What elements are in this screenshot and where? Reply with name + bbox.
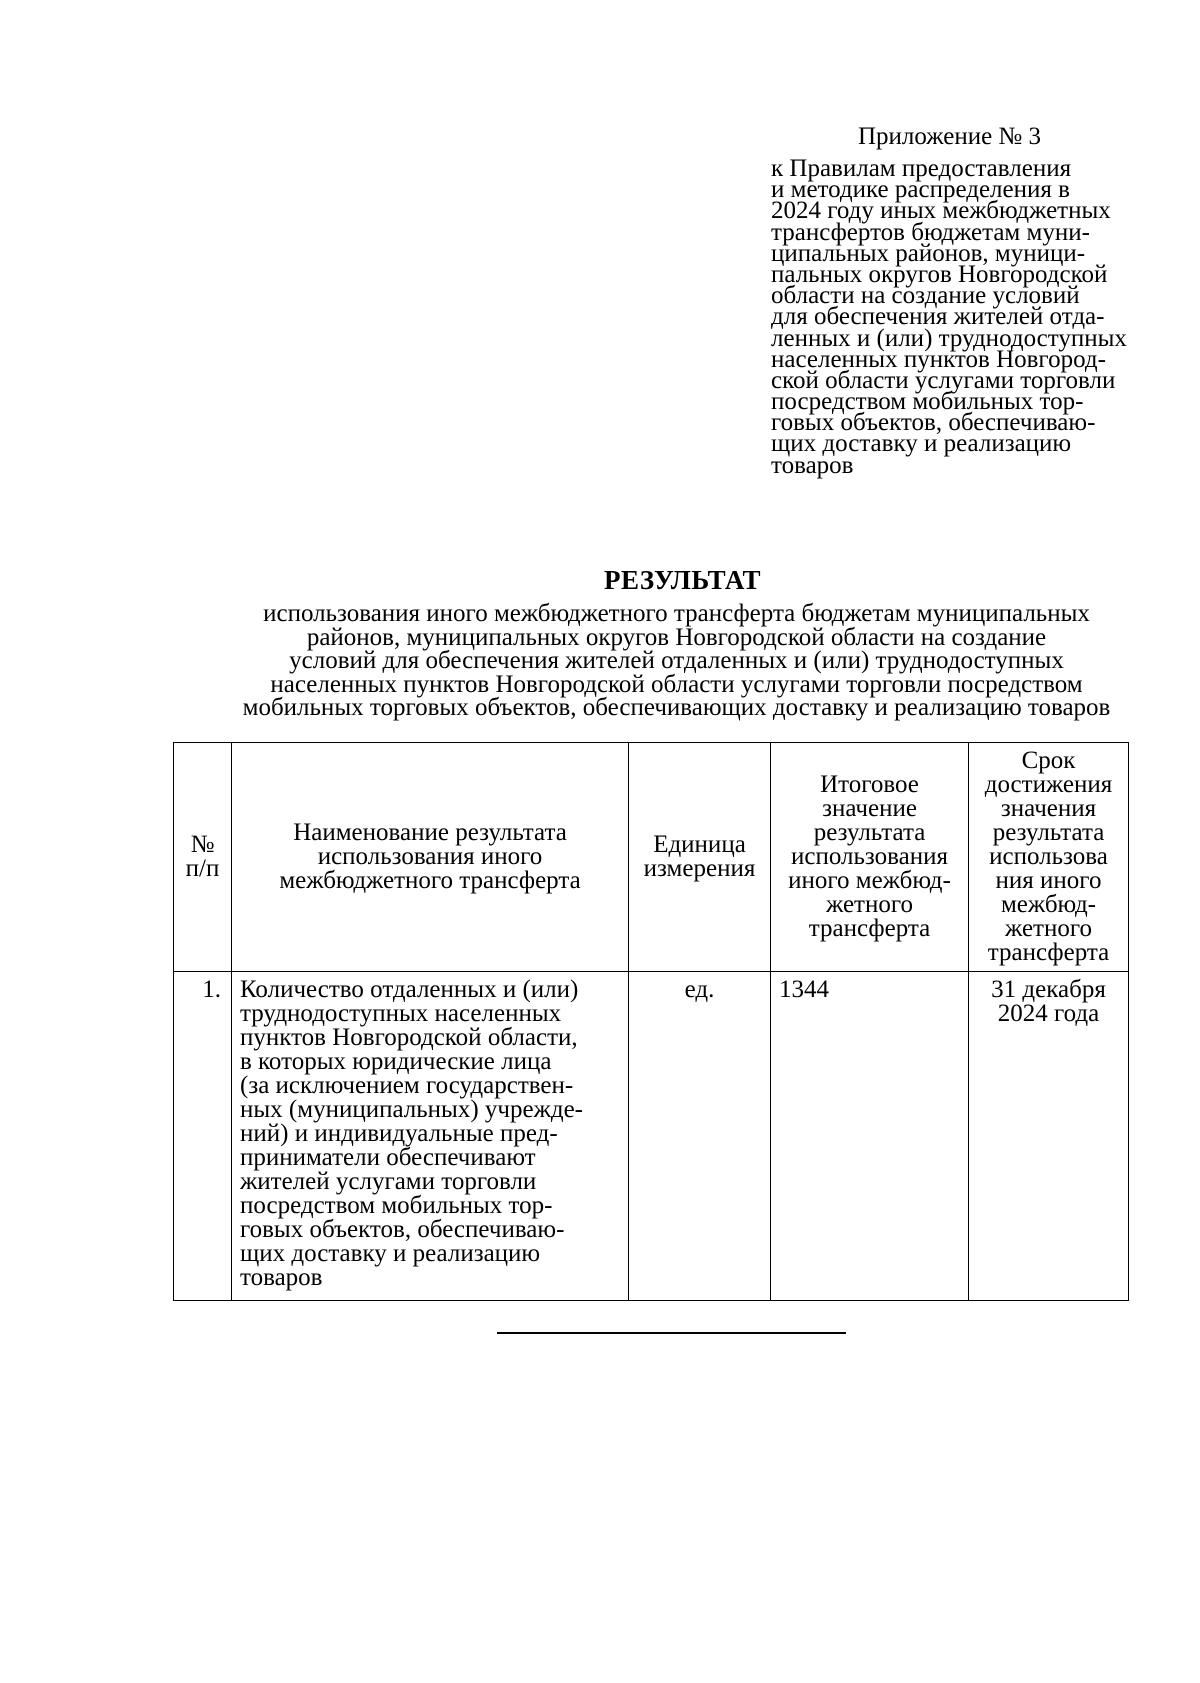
header-text: межбюд- (1000, 891, 1097, 918)
appendix-line: 2024 году иных межбюджетных (771, 197, 1111, 225)
row-name-line: ных (муниципальных) учрежде- (240, 1096, 583, 1123)
appendix-line: трансфертов бюджетам муни- (771, 218, 1090, 246)
header-text: иного межбюд- (788, 867, 951, 894)
row-name-line: (за исключением государствен- (240, 1072, 574, 1099)
header-text: результата (813, 819, 926, 846)
row-name-line: Количество отдаленных и (или) (240, 976, 579, 1003)
row-term-line: 31 декабря (991, 976, 1106, 1003)
row-name-line: в которых юридические лица (240, 1048, 552, 1075)
result-table (173, 742, 1129, 1301)
header-text: использования (791, 843, 948, 870)
header-text: Срок (1021, 747, 1076, 774)
header-term-cell (969, 743, 1129, 972)
appendix-line: и методике распределения в (771, 176, 1070, 204)
appendix-line: для обеспечения жителей отда- (771, 303, 1105, 331)
row-name-line: труднодоступных населенных (240, 1000, 562, 1027)
appendix-line: населенных пунктов Новгород- (771, 345, 1106, 373)
header-text: жетного (1005, 915, 1092, 942)
row-name-line: пунктов Новгородской области, (240, 1024, 578, 1051)
bottom-separator-line (497, 1332, 846, 1334)
row-term-line: 2024 года (997, 1000, 1100, 1027)
header-text: трансферта (808, 915, 931, 942)
row-num-cell (174, 972, 232, 1301)
appendix-line: говых объектов, обеспечиваю- (771, 409, 1096, 437)
appendix-line: пальных округов Новгородской (771, 260, 1108, 288)
header-value-cell (771, 743, 969, 972)
appendix-line: к Правилам предоставления (771, 155, 1072, 182)
header-name-cell (232, 743, 629, 972)
header-text: достижения (984, 771, 1113, 798)
row-unit-cell (629, 972, 771, 1301)
header-text: Наименование результата (293, 819, 567, 846)
appendix-line: посредством мобильных тор- (771, 388, 1084, 416)
subtitle-line: использования иного межбюджетного трансферта бюджетам муниципальных (263, 600, 1090, 627)
table-row (174, 972, 1129, 1301)
row-name-line: ний) и индивидуальные пред- (240, 1120, 558, 1147)
header-text: трансферта (987, 939, 1110, 966)
header-text: № (190, 831, 215, 858)
header-text: значения (1000, 795, 1097, 822)
appendix-line: щих доставку и реализацию (771, 430, 1072, 458)
row-term-cell (969, 972, 1129, 1301)
header-text: п/п (185, 855, 220, 882)
header-unit-cell (629, 743, 771, 972)
header-text: ния иного (995, 867, 1102, 894)
row-name-line: жителей услугами торговли (240, 1168, 537, 1195)
header-text: использова (989, 843, 1108, 870)
appendix-reference (771, 155, 1127, 479)
result-title: РЕЗУЛЬТАТ (604, 565, 761, 595)
header-text: результата (992, 819, 1105, 846)
row-value: 1344 (779, 976, 829, 1003)
row-name-line: приниматели обеспечивают (240, 1144, 536, 1171)
row-name-line: товаров (240, 1264, 323, 1291)
header-text: Единица (653, 831, 746, 858)
row-value-cell (771, 972, 969, 1301)
row-name-line: посредством мобильных тор- (240, 1192, 553, 1219)
header-text: межбюджетного трансферта (279, 867, 581, 894)
subtitle-line: населенных пунктов Новгородской области услугами торговли посредством (270, 670, 1083, 698)
result-subtitle (200, 602, 1153, 720)
row-name-cell (232, 972, 629, 1301)
header-text: значение (822, 795, 917, 822)
appendix-line: ской области услугами торговли (771, 366, 1116, 394)
header-text: использования иного (317, 843, 543, 870)
table-header-row (174, 743, 1129, 972)
subtitle-line: условий для обеспечения жителей отдаленных и (или) труднодоступных (289, 647, 1064, 675)
row-number: 1. (202, 976, 221, 1003)
header-text: Итоговое (820, 771, 919, 798)
header-text: измерения (643, 855, 756, 882)
row-name-line: говых объектов, обеспечиваю- (240, 1216, 565, 1243)
subtitle-line: мобильных торговых объектов, обеспечивающих доставку и реализацию товаров (242, 694, 1111, 722)
appendix-line: товаров (771, 451, 854, 479)
appendix-line: ципальных районов, муници- (771, 239, 1086, 267)
row-unit: ед. (684, 976, 715, 1003)
row-name-line: щих доставку и реализацию (240, 1240, 541, 1267)
subtitle-line: районов, муниципальных округов Новгородской области на создание (306, 623, 1047, 651)
header-text: жетного (826, 891, 913, 918)
appendix-line: области на создание условий (771, 282, 1080, 310)
appendix-line: ленных и (или) труднодоступных (771, 324, 1127, 352)
header-num-cell (174, 743, 232, 972)
appendix-title: Приложение № 3 (858, 123, 1042, 150)
